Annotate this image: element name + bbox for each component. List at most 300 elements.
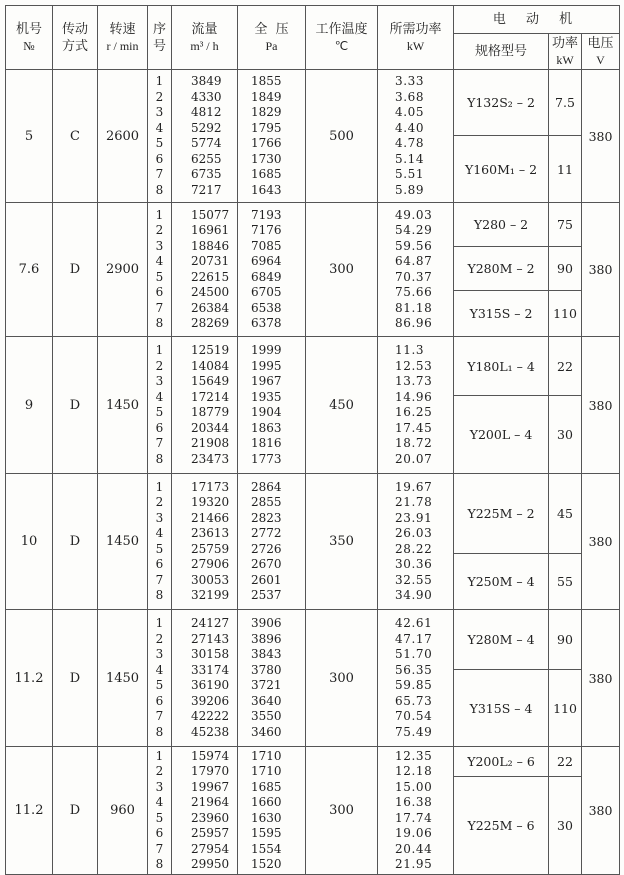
cell-flow-value: 32199 <box>191 588 230 602</box>
cell-flow-value: 22615 <box>191 269 230 284</box>
cell-flow-value: 24127 <box>191 616 230 630</box>
cell-flow-value: 3849 <box>191 74 222 88</box>
cell-power-value: 59.56 <box>395 238 433 253</box>
table-row <box>6 610 620 670</box>
cell-seq-value: 7 <box>155 841 164 856</box>
cell-power-value: 49.03 <box>395 207 433 222</box>
cell-drive: D <box>53 474 98 610</box>
cell-power-value: 4.78 <box>395 136 425 150</box>
table-row <box>6 70 620 136</box>
cell-speed: 960 <box>98 747 148 875</box>
cell-flow-value: 42222 <box>191 709 230 723</box>
cell-pressure-value: 1595 <box>251 826 282 840</box>
cell-power-value: 47.17 <box>395 631 433 646</box>
cell-temp: 450 <box>306 337 378 474</box>
cell-power-value: 17.74 <box>395 810 433 825</box>
cell-flow-value: 15649 <box>191 374 230 388</box>
cell-pressure-value: 6849 <box>251 269 282 284</box>
cell-motor-model: Y200L₂ – 6 <box>454 747 549 777</box>
cell-power-value: 5.89 <box>395 182 425 197</box>
cell-seq-value: 1 <box>155 479 164 494</box>
cell-motor-kw: 75 <box>549 203 582 247</box>
cell-pressure-value: 1520 <box>251 857 282 871</box>
cell-flow-value: 24500 <box>191 285 230 299</box>
cell-flow-value: 23473 <box>191 451 230 466</box>
cell-flow-value: 18779 <box>191 405 230 419</box>
cell-seq-value: 1 <box>155 74 164 88</box>
cell-flow-value: 27954 <box>191 841 230 856</box>
header-speed-unit: r / min <box>106 38 139 53</box>
cell-flow-value: 29950 <box>191 857 230 871</box>
header-seq-label-2: 号 <box>152 38 166 54</box>
cell-power <box>378 70 454 203</box>
cell-seq-value: 7 <box>155 167 164 181</box>
cell-model-no: 10 <box>6 474 53 610</box>
cell-power <box>378 203 454 337</box>
cell-pressure-value: 3640 <box>251 693 282 708</box>
cell-motor-kw: 30 <box>549 777 582 875</box>
cell-motor-model: Y280M – 4 <box>454 610 549 670</box>
cell-flow <box>172 474 238 610</box>
cell-pressure-value: 1660 <box>251 795 282 809</box>
cell-power-value: 17.45 <box>395 420 433 435</box>
cell-seq-value: 4 <box>155 120 164 135</box>
cell-pressure-value: 1554 <box>251 841 282 856</box>
cell-flow-value: 15077 <box>191 207 230 222</box>
cell-flow-value: 27143 <box>191 631 230 646</box>
cell-power-value: 16.25 <box>395 405 433 419</box>
cell-pressure-value: 2864 <box>251 479 282 494</box>
cell-drive: D <box>53 203 98 337</box>
cell-flow-value: 15974 <box>191 748 230 763</box>
cell-power-value: 16.38 <box>395 795 433 809</box>
cell-power-value: 81.18 <box>395 300 433 315</box>
cell-temp: 300 <box>306 747 378 875</box>
cell-pressure-value: 3896 <box>251 631 282 646</box>
cell-motor-kw: 30 <box>549 396 582 474</box>
cell-seq-value: 3 <box>155 647 164 661</box>
cell-voltage: 380 <box>582 747 620 875</box>
cell-power-value: 19.06 <box>395 826 433 840</box>
cell-flow-value: 23960 <box>191 810 230 825</box>
cell-pressure-value: 1643 <box>251 182 282 197</box>
header-motor-model-label: 规格型号 <box>474 44 527 59</box>
header-flow-unit: m³ / h <box>190 38 219 53</box>
cell-drive: D <box>53 610 98 747</box>
cell-seq-value: 5 <box>155 405 164 419</box>
cell-pressure-value: 1849 <box>251 89 282 104</box>
cell-flow-value: 6735 <box>191 167 222 181</box>
header-pressure-label: 全 压 <box>254 21 289 37</box>
cell-motor-model: Y225M – 2 <box>454 474 549 554</box>
header-seq-label: 序 <box>152 21 166 37</box>
cell-flow-value: 12519 <box>191 343 230 357</box>
cell-motor-model: Y280M – 2 <box>454 247 549 291</box>
header-voltage-label: 电压 <box>587 35 614 51</box>
cell-pressure-value: 2601 <box>251 572 282 587</box>
cell-flow-value: 7217 <box>191 182 222 197</box>
cell-motor-kw: 110 <box>549 670 582 747</box>
cell-motor-model: Y180L₁ – 4 <box>454 337 549 396</box>
cell-power-value: 70.37 <box>395 269 433 284</box>
cell-flow-value: 19320 <box>191 495 230 509</box>
cell-power-value: 75.49 <box>395 724 433 739</box>
cell-voltage: 380 <box>582 70 620 203</box>
cell-pressure-value: 1863 <box>251 420 282 435</box>
cell-power <box>378 337 454 474</box>
cell-temp: 500 <box>306 70 378 203</box>
cell-pressure <box>238 70 306 203</box>
cell-seq-value: 2 <box>155 358 164 373</box>
header-model-no-unit: № <box>23 38 35 53</box>
cell-seq-value: 3 <box>155 374 164 388</box>
cell-pressure <box>238 747 306 875</box>
cell-model-no: 5 <box>6 70 53 203</box>
cell-power-value: 4.05 <box>395 105 425 119</box>
cell-motor-model: Y225M – 6 <box>454 777 549 875</box>
cell-motor-kw: 90 <box>549 610 582 670</box>
cell-flow-value: 17214 <box>191 389 230 404</box>
table-row <box>6 337 620 396</box>
cell-seq-value: 5 <box>155 810 164 825</box>
cell-flow-value: 21908 <box>191 436 230 450</box>
cell-flow-value: 5774 <box>191 136 222 150</box>
cell-pressure-value: 3550 <box>251 709 282 723</box>
cell-pressure <box>238 203 306 337</box>
cell-power-value: 3.68 <box>395 89 425 104</box>
cell-seq-value: 1 <box>155 207 164 222</box>
cell-flow <box>172 747 238 875</box>
cell-pressure-value: 2670 <box>251 557 282 571</box>
cell-flow-value: 21466 <box>191 510 230 525</box>
cell-seq-value: 4 <box>155 526 164 540</box>
cell-power-value: 86.96 <box>395 316 433 330</box>
cell-power-value: 12.35 <box>395 748 433 763</box>
cell-power-value: 26.03 <box>395 526 433 540</box>
cell-seq-value: 8 <box>155 316 164 330</box>
header-temp-label: 工作温度 <box>315 21 368 37</box>
cell-pressure-value: 1855 <box>251 74 282 88</box>
cell-power-value: 21.78 <box>395 495 433 509</box>
cell-motor-kw: 7.5 <box>549 70 582 136</box>
cell-pressure-value: 1685 <box>251 779 282 794</box>
cell-seq-value: 2 <box>155 764 164 778</box>
cell-flow-value: 21964 <box>191 795 230 809</box>
header-flow <box>172 6 238 70</box>
cell-motor-kw: 55 <box>549 554 582 610</box>
cell-power-value: 13.73 <box>395 374 433 388</box>
cell-power-value: 56.35 <box>395 662 433 677</box>
cell-speed: 1450 <box>98 474 148 610</box>
cell-temp: 350 <box>306 474 378 610</box>
cell-motor-model: Y160M₁ – 2 <box>454 136 549 203</box>
cell-power <box>378 747 454 875</box>
cell-motor-model: Y315S – 2 <box>454 291 549 337</box>
cell-drive: D <box>53 747 98 875</box>
cell-flow-value: 30053 <box>191 572 230 587</box>
cell-power-value: 21.95 <box>395 857 433 871</box>
cell-flow-value: 28269 <box>191 316 230 330</box>
header-power-label: 所需功率 <box>389 21 442 37</box>
header-voltage-unit: V <box>596 52 605 67</box>
header-speed <box>98 6 148 70</box>
cell-seq-value: 5 <box>155 541 164 556</box>
cell-flow <box>172 70 238 203</box>
cell-seq-value: 6 <box>155 151 164 166</box>
cell-flow-value: 30158 <box>191 647 230 661</box>
cell-pressure-value: 1995 <box>251 358 282 373</box>
cell-flow-value: 20344 <box>191 420 230 435</box>
header-pressure-unit: Pa <box>265 38 278 53</box>
cell-speed: 1450 <box>98 610 148 747</box>
cell-seq <box>148 70 172 203</box>
header-drive <box>53 6 98 70</box>
cell-pressure-value: 7085 <box>251 238 282 253</box>
cell-seq-value: 4 <box>155 389 164 404</box>
cell-pressure-value: 1630 <box>251 810 282 825</box>
cell-flow-value: 17970 <box>191 764 230 778</box>
cell-seq-value: 2 <box>155 631 164 646</box>
cell-pressure-value: 2772 <box>251 526 282 540</box>
cell-power-value: 11.3 <box>395 343 425 357</box>
cell-pressure-value: 1710 <box>251 748 282 763</box>
cell-seq-value: 5 <box>155 678 164 692</box>
header-drive-label: 传动 <box>61 21 88 37</box>
cell-pressure-value: 1999 <box>251 343 282 357</box>
fan-performance-table <box>5 5 620 875</box>
table-body <box>6 70 620 875</box>
header-row-1 <box>6 6 620 34</box>
cell-power-value: 51.70 <box>395 647 433 661</box>
cell-motor-model: Y200L – 4 <box>454 396 549 474</box>
cell-power-value: 4.40 <box>395 120 425 135</box>
cell-motor-model: Y132S₂ – 2 <box>454 70 549 136</box>
header-pressure <box>238 6 306 70</box>
cell-seq-value: 6 <box>155 826 164 840</box>
cell-pressure-value: 3460 <box>251 724 282 739</box>
cell-temp: 300 <box>306 203 378 337</box>
cell-power-value: 3.33 <box>395 74 425 88</box>
cell-power-value: 59.85 <box>395 678 433 692</box>
cell-voltage: 380 <box>582 610 620 747</box>
cell-motor-model: Y315S – 4 <box>454 670 549 747</box>
cell-pressure-value: 6964 <box>251 254 282 268</box>
cell-seq-value: 6 <box>155 693 164 708</box>
cell-flow <box>172 203 238 337</box>
cell-voltage: 380 <box>582 337 620 474</box>
cell-power-value: 32.55 <box>395 572 433 587</box>
table-row <box>6 474 620 554</box>
cell-seq <box>148 337 172 474</box>
cell-power-value: 75.66 <box>395 285 433 299</box>
cell-seq <box>148 610 172 747</box>
cell-pressure-value: 3780 <box>251 662 282 677</box>
cell-flow-value: 4330 <box>191 89 222 104</box>
table-row <box>6 203 620 247</box>
cell-flow-value: 25759 <box>191 541 230 556</box>
cell-power-value: 34.90 <box>395 588 433 602</box>
cell-pressure-value: 3721 <box>251 678 282 692</box>
cell-seq-value: 3 <box>155 779 164 794</box>
cell-flow-value: 26384 <box>191 300 230 315</box>
cell-model-no: 7.6 <box>6 203 53 337</box>
cell-pressure-value: 6378 <box>251 316 282 330</box>
cell-flow-value: 25957 <box>191 826 230 840</box>
header-flow-label: 流量 <box>191 21 218 37</box>
cell-seq-value: 2 <box>155 89 164 104</box>
cell-seq-value: 8 <box>155 182 164 197</box>
cell-seq-value: 5 <box>155 269 164 284</box>
cell-flow-value: 27906 <box>191 557 230 571</box>
cell-seq-value: 7 <box>155 709 164 723</box>
cell-seq-value: 3 <box>155 105 164 119</box>
header-power-unit: kW <box>406 38 425 53</box>
cell-flow-value: 33174 <box>191 662 230 677</box>
cell-power-value: 12.18 <box>395 764 433 778</box>
cell-pressure-value: 1967 <box>251 374 282 388</box>
cell-seq-value: 6 <box>155 420 164 435</box>
cell-flow-value: 20731 <box>191 254 230 268</box>
cell-seq-value: 7 <box>155 300 164 315</box>
header-seq <box>148 6 172 70</box>
header-speed-label: 转速 <box>109 21 136 37</box>
cell-pressure <box>238 610 306 747</box>
cell-seq-value: 5 <box>155 136 164 150</box>
cell-flow <box>172 337 238 474</box>
cell-seq-value: 2 <box>155 223 164 237</box>
cell-power-value: 12.53 <box>395 358 433 373</box>
cell-flow-value: 5292 <box>191 120 222 135</box>
cell-flow-value: 14084 <box>191 358 230 373</box>
header-motor-power-label: 功率 <box>551 35 578 51</box>
cell-model-no: 11.2 <box>6 610 53 747</box>
header-motor-power-unit: kW <box>556 52 574 67</box>
cell-pressure-value: 1730 <box>251 151 282 166</box>
cell-power-value: 28.22 <box>395 541 433 556</box>
cell-seq-value: 6 <box>155 285 164 299</box>
header-motor-power <box>549 34 582 70</box>
cell-pressure <box>238 474 306 610</box>
cell-pressure-value: 1829 <box>251 105 282 119</box>
cell-power-value: 19.67 <box>395 479 433 494</box>
cell-flow-value: 19967 <box>191 779 230 794</box>
cell-power-value: 14.96 <box>395 389 433 404</box>
cell-seq-value: 8 <box>155 451 164 466</box>
cell-pressure-value: 1685 <box>251 167 282 181</box>
cell-pressure-value: 2855 <box>251 495 282 509</box>
cell-seq-value: 1 <box>155 343 164 357</box>
cell-flow-value: 17173 <box>191 479 230 494</box>
header-motor-model <box>454 34 549 70</box>
cell-power-value: 54.29 <box>395 223 433 237</box>
header-temp <box>306 6 378 70</box>
cell-seq <box>148 747 172 875</box>
header-motor: 电 动 机 <box>454 6 620 34</box>
cell-seq-value: 8 <box>155 857 164 871</box>
cell-power <box>378 610 454 747</box>
cell-power-value: 70.54 <box>395 709 433 723</box>
cell-speed: 2900 <box>98 203 148 337</box>
cell-pressure-value: 6538 <box>251 300 282 315</box>
cell-flow-value: 45238 <box>191 724 230 739</box>
cell-motor-model: Y280 – 2 <box>454 203 549 247</box>
cell-power-value: 5.51 <box>395 167 425 181</box>
cell-power-value: 5.14 <box>395 151 425 166</box>
cell-pressure-value: 1773 <box>251 451 282 466</box>
cell-seq-value: 3 <box>155 238 164 253</box>
cell-pressure-value: 3843 <box>251 647 282 661</box>
header-temp-unit: ℃ <box>334 38 349 53</box>
cell-flow-value: 39206 <box>191 693 230 708</box>
cell-power-value: 64.87 <box>395 254 433 268</box>
table-row <box>6 747 620 777</box>
cell-power <box>378 474 454 610</box>
cell-seq-value: 2 <box>155 495 164 509</box>
cell-power-value: 15.00 <box>395 779 433 794</box>
cell-drive: C <box>53 70 98 203</box>
cell-pressure-value: 7193 <box>251 207 282 222</box>
cell-pressure-value: 1935 <box>251 389 282 404</box>
cell-seq-value: 4 <box>155 662 164 677</box>
header-model-no-label: 机号 <box>15 21 42 37</box>
cell-seq <box>148 203 172 337</box>
cell-seq <box>148 474 172 610</box>
cell-pressure-value: 3906 <box>251 616 282 630</box>
cell-motor-kw: 11 <box>549 136 582 203</box>
cell-seq-value: 7 <box>155 436 164 450</box>
cell-model-no: 9 <box>6 337 53 474</box>
cell-seq-value: 3 <box>155 510 164 525</box>
header-voltage <box>582 34 620 70</box>
cell-pressure-value: 1904 <box>251 405 282 419</box>
cell-model-no: 11.2 <box>6 747 53 875</box>
cell-seq-value: 6 <box>155 557 164 571</box>
cell-power-value: 20.44 <box>395 841 433 856</box>
cell-motor-kw: 22 <box>549 337 582 396</box>
cell-flow-value: 36190 <box>191 678 230 692</box>
cell-power-value: 18.72 <box>395 436 433 450</box>
cell-flow-value: 6255 <box>191 151 222 166</box>
cell-motor-model: Y250M – 4 <box>454 554 549 610</box>
cell-seq-value: 4 <box>155 254 164 268</box>
cell-pressure-value: 2823 <box>251 510 282 525</box>
header-drive-label-2: 方式 <box>61 38 88 54</box>
cell-pressure-value: 2726 <box>251 541 282 556</box>
cell-flow-value: 23613 <box>191 526 230 540</box>
cell-drive: D <box>53 337 98 474</box>
cell-motor-kw: 90 <box>549 247 582 291</box>
cell-speed: 1450 <box>98 337 148 474</box>
cell-motor-kw: 22 <box>549 747 582 777</box>
cell-pressure-value: 1816 <box>251 436 282 450</box>
cell-seq-value: 8 <box>155 724 164 739</box>
cell-power-value: 20.07 <box>395 451 433 466</box>
cell-flow <box>172 610 238 747</box>
cell-flow-value: 16961 <box>191 223 230 237</box>
cell-motor-kw: 45 <box>549 474 582 554</box>
cell-seq-value: 4 <box>155 795 164 809</box>
cell-pressure-value: 1795 <box>251 120 282 135</box>
cell-power-value: 42.61 <box>395 616 433 630</box>
cell-flow-value: 4812 <box>191 105 222 119</box>
cell-seq-value: 1 <box>155 748 164 763</box>
cell-flow-value: 18846 <box>191 238 230 253</box>
cell-power-value: 65.73 <box>395 693 433 708</box>
cell-seq-value: 7 <box>155 572 164 587</box>
cell-motor-kw: 110 <box>549 291 582 337</box>
cell-pressure-value: 1766 <box>251 136 282 150</box>
header-model-no <box>6 6 53 70</box>
